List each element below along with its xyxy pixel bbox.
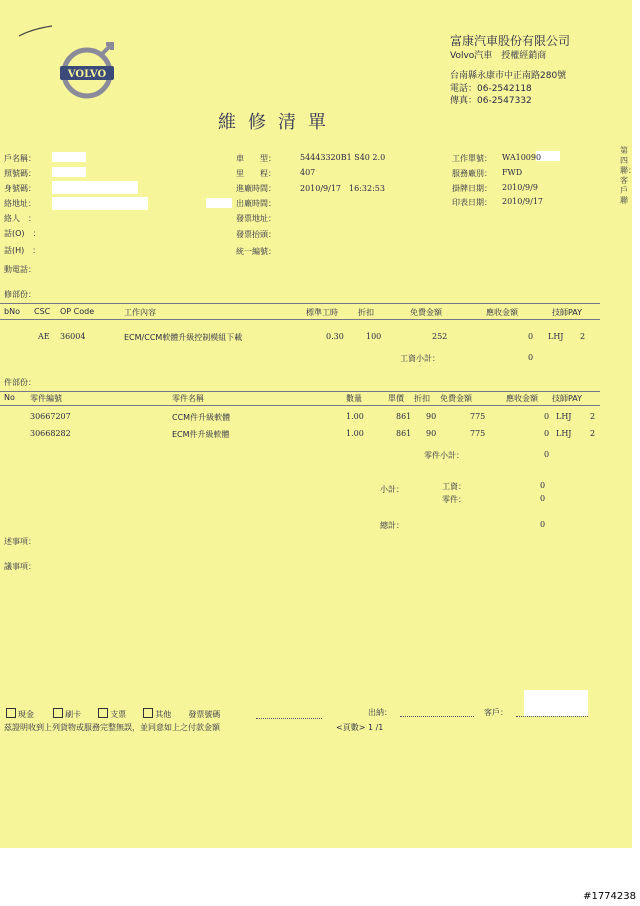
labor-row-opcode: 36004 [60, 332, 86, 341]
cashier-line [400, 716, 474, 717]
copy-note: 第四聯：客戶聯 [620, 146, 636, 205]
labor-row-discount: 100 [366, 332, 382, 341]
company-name: 富康汽車股份有限公司 [450, 34, 571, 48]
work-order-value: WA10090 [502, 153, 542, 162]
card-checkbox[interactable] [53, 708, 63, 718]
divider [0, 319, 600, 320]
id-number-label: 身號碼： [4, 184, 36, 193]
part-tech: LHJ [556, 412, 572, 421]
phone-office-label: 話(O) ： [4, 229, 41, 238]
totals-parts-value: 0 [540, 494, 546, 503]
part-due: 0 [544, 412, 550, 421]
parts-header-pay: 技師PAY [552, 394, 583, 403]
invoice-number-line [256, 718, 322, 719]
customer-name-label: 戶名稱： [4, 154, 36, 163]
confirmation-text: 茲證明收到上列貨物或服務完整無誤，並同意如上之付款金額 [4, 723, 220, 732]
other-label: 其他 [155, 710, 172, 719]
mobile-label: 動電話： [4, 265, 36, 274]
redaction-block [524, 690, 588, 716]
document-title: 維修清單 [218, 112, 338, 133]
model-value: 54443320B1 S40 2.0 [300, 153, 386, 162]
parts-subtotal-value: 0 [544, 450, 550, 459]
mileage-label: 里 程： [236, 169, 276, 178]
print-date-value: 2010/9/17 [502, 197, 544, 206]
part-free: 775 [470, 412, 486, 421]
part-pay: 2 [590, 429, 596, 438]
labor-header-no: bNo [4, 307, 20, 316]
labor-subtotal-label: 工資小計： [400, 354, 440, 363]
totals-parts-label: 零件： [442, 495, 466, 504]
mileage-value: 407 [300, 168, 316, 177]
company-subtitle: Volvo汽車 授權經銷商 [450, 51, 547, 61]
service-type-label: 服務廠別： [452, 169, 492, 178]
redaction-block [52, 181, 138, 194]
invoice-title-label: 發票抬頭： [236, 230, 276, 239]
parts-header-price: 單價 [388, 394, 404, 403]
redaction-block [206, 198, 232, 208]
parts-header-no: No [4, 393, 15, 402]
labor-row-csc: AE [38, 332, 50, 341]
parts-subtotal-label: 零件小計： [424, 451, 464, 460]
part-qty: 1.00 [346, 412, 364, 421]
in-time-value: 2010/9/17 16:32:53 [300, 184, 385, 193]
parts-header-free: 免費金額 [440, 394, 472, 403]
part-price: 861 [396, 429, 412, 438]
part-tech: LHJ [556, 429, 572, 438]
check-checkbox[interactable] [98, 708, 108, 718]
company-phone: 電話：06-2542118 [450, 84, 532, 94]
part-pay: 2 [590, 412, 596, 421]
check-label: 支票 [110, 710, 127, 719]
parts-header-partno: 零件編號 [30, 394, 62, 403]
phone-home-label: 話(H) ： [4, 246, 41, 255]
labor-row-pay: 2 [580, 332, 586, 341]
labor-row-tech: LHJ [548, 332, 564, 341]
labor-header-pay: 技師PAY [552, 308, 583, 317]
part-number: 30667207 [30, 412, 71, 421]
cash-checkbox[interactable] [6, 708, 16, 718]
labor-header-due: 應收金額 [486, 308, 518, 317]
totals-labor-value: 0 [540, 481, 546, 490]
labor-row-due: 0 [528, 332, 534, 341]
parts-header-discount: 折扣 [414, 394, 430, 403]
invoice-number-label: 發票號碼 [188, 710, 221, 719]
card-label: 刷卡 [65, 710, 82, 719]
company-address: 台南縣永康市中正南路280號 [450, 71, 567, 81]
divider [0, 405, 600, 406]
parts-section-label: 件部份： [4, 378, 36, 387]
grand-total-label: 總計： [380, 521, 404, 530]
customer-sign-label: 客戶： [484, 708, 508, 717]
volvo-logo [56, 40, 118, 102]
address-label: 絡地址： [4, 199, 36, 208]
advice-label: 議事項： [4, 562, 36, 571]
part-free: 775 [470, 429, 486, 438]
parts-header-qty: 數量 [346, 394, 362, 403]
parts-header-partname: 零件名稱 [172, 394, 204, 403]
subtotal-label: 小計： [380, 485, 404, 494]
customer-sign-line [516, 716, 588, 717]
labor-header-opcode: OP Code [60, 307, 95, 316]
in-time-label: 進廠時間： [236, 184, 276, 193]
labor-header-free: 免費金額 [410, 308, 442, 317]
divider [0, 391, 600, 392]
part-number: 30668282 [30, 429, 71, 438]
labor-section-label: 修部份： [4, 290, 36, 299]
watermark-id: #1774238 [583, 891, 636, 902]
model-label: 車 型： [236, 154, 276, 163]
labor-row-content: ECM/CCM軟體升級控制模組下載 [124, 333, 243, 342]
part-qty: 1.00 [346, 429, 364, 438]
page-number: <頁數> 1 /1 [336, 723, 384, 732]
labor-header-content: 工作內容 [124, 308, 156, 317]
service-type-value: FWD [502, 168, 523, 177]
part-discount: 90 [426, 412, 437, 421]
license-label: 照號碼： [4, 169, 36, 178]
divider [0, 303, 600, 304]
redaction-block [52, 197, 148, 210]
svg-text:VOLVO: VOLVO [67, 69, 107, 80]
print-date-label: 印表日期： [452, 198, 492, 207]
payment-methods [6, 708, 220, 720]
labor-subtotal-value: 0 [528, 353, 534, 362]
labor-row-hours: 0.30 [326, 332, 344, 341]
other-checkbox[interactable] [143, 708, 153, 718]
description-label: 述事項： [4, 537, 36, 546]
open-date-label: 掛牌日期： [452, 184, 492, 193]
part-name: CCM件升級軟體 [172, 413, 231, 422]
invoice-address-label: 發票地址： [236, 214, 276, 223]
labor-row-free: 252 [432, 332, 448, 341]
pen-mark-icon [18, 24, 54, 38]
labor-header-csc: CSC [34, 307, 51, 316]
company-fax: 傳真：06-2547332 [450, 96, 532, 106]
work-order-label: 工作單號： [452, 154, 492, 163]
grand-total-value: 0 [540, 520, 546, 529]
labor-header-hours: 標準工時 [306, 308, 338, 317]
labor-header-discount: 折扣 [358, 308, 374, 317]
totals-labor-label: 工資： [442, 482, 466, 491]
part-discount: 90 [426, 429, 437, 438]
part-due: 0 [544, 429, 550, 438]
parts-header-due: 應收金額 [506, 394, 538, 403]
part-price: 861 [396, 412, 412, 421]
contact-label: 絡人 ： [4, 214, 36, 223]
open-date-value: 2010/9/9 [502, 183, 538, 192]
redaction-block [52, 152, 86, 162]
part-name: ECM件升級軟體 [172, 430, 230, 439]
cashier-label: 出納： [368, 708, 392, 717]
out-time-label: 出廠時間： [236, 199, 276, 208]
redaction-block [52, 167, 86, 177]
tax-id-label: 統一編號： [236, 247, 276, 256]
cash-label: 現金 [18, 710, 34, 719]
